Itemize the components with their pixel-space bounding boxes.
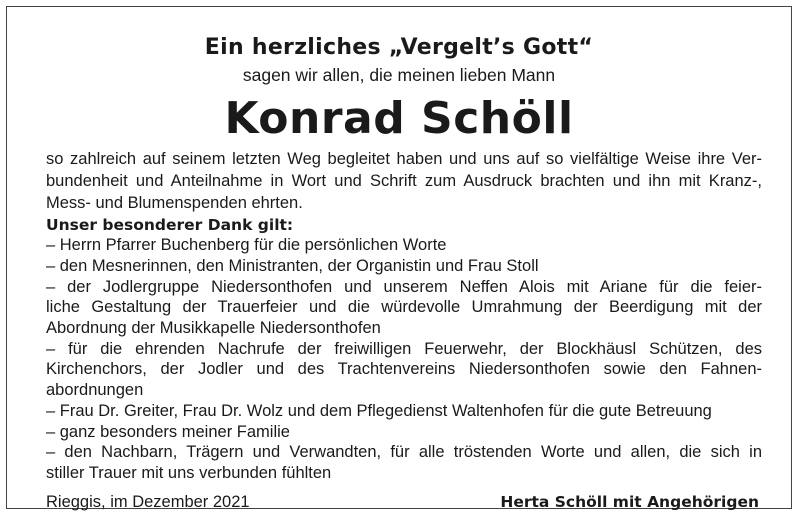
subheading: sagen wir allen, die meinen lieben Mann — [242, 65, 556, 85]
heading: Ein herzliches „Vergelt’s Gott“ — [204, 35, 594, 60]
signature: Herta Schöll mit Angehörigen — [500, 493, 759, 511]
thanks-line: abordnungen — [46, 381, 144, 399]
thanks-line: – ganz besonders meiner Familie — [46, 423, 290, 441]
intro-line: Mess- und Blumenspenden ehrten. — [46, 194, 303, 212]
thanks-line: – Herrn Pfarrer Buchenberg für die persönlichen Worte — [46, 236, 447, 254]
thanks-line: – den Mesnerinnen, den Ministranten, der Organistin und Frau Stoll — [46, 257, 539, 275]
thanks-line: liche Gestaltung der Trauerfeier und die würdevolle Umrahmung der Beerdigung mit der — [46, 298, 762, 316]
obituary-notice — [6, 6, 792, 509]
place-date: Rieggis, im Dezember 2021 — [46, 493, 250, 511]
thanks-heading: Unser besonderer Dank gilt: — [46, 216, 294, 234]
intro-line: bundenheit und Anteilnahme in Wort und Schrift zum Ausdruck brachten und ihn mit Kranz-, — [46, 172, 762, 190]
thanks-line: – für die ehrenden Nachrufe der freiwilligen Feuerwehr, der Blockhäusl Schützen, des — [46, 340, 762, 358]
thanks-line: Kirchenchors, der Jodler und des Trachtenvereins Niedersonthofen sowie den Fahnen- — [46, 360, 762, 378]
thanks-line: – der Jodlergruppe Niedersonthofen und unserem Neffen Alois mit Ariane für die feier- — [46, 278, 762, 296]
thanks-line: stiller Trauer mit uns verbunden fühlten — [46, 464, 332, 482]
thanks-line: – Frau Dr. Greiter, Frau Dr. Wolz und dem Pflegedienst Waltenhofen für die gute Betreuung — [46, 402, 712, 420]
deceased-name: Konrad Schöll — [224, 93, 574, 144]
thanks-line: – den Nachbarn, Trägern und Verwandten, für alle tröstenden Worte und allen, die sich in — [46, 443, 762, 461]
thanks-line: Abordnung der Musikkapelle Niedersonthofen — [46, 319, 381, 337]
intro-line: so zahlreich auf seinem letzten Weg begleitet haben und uns auf so vielfältige Weise ihre Ver- — [46, 150, 762, 168]
